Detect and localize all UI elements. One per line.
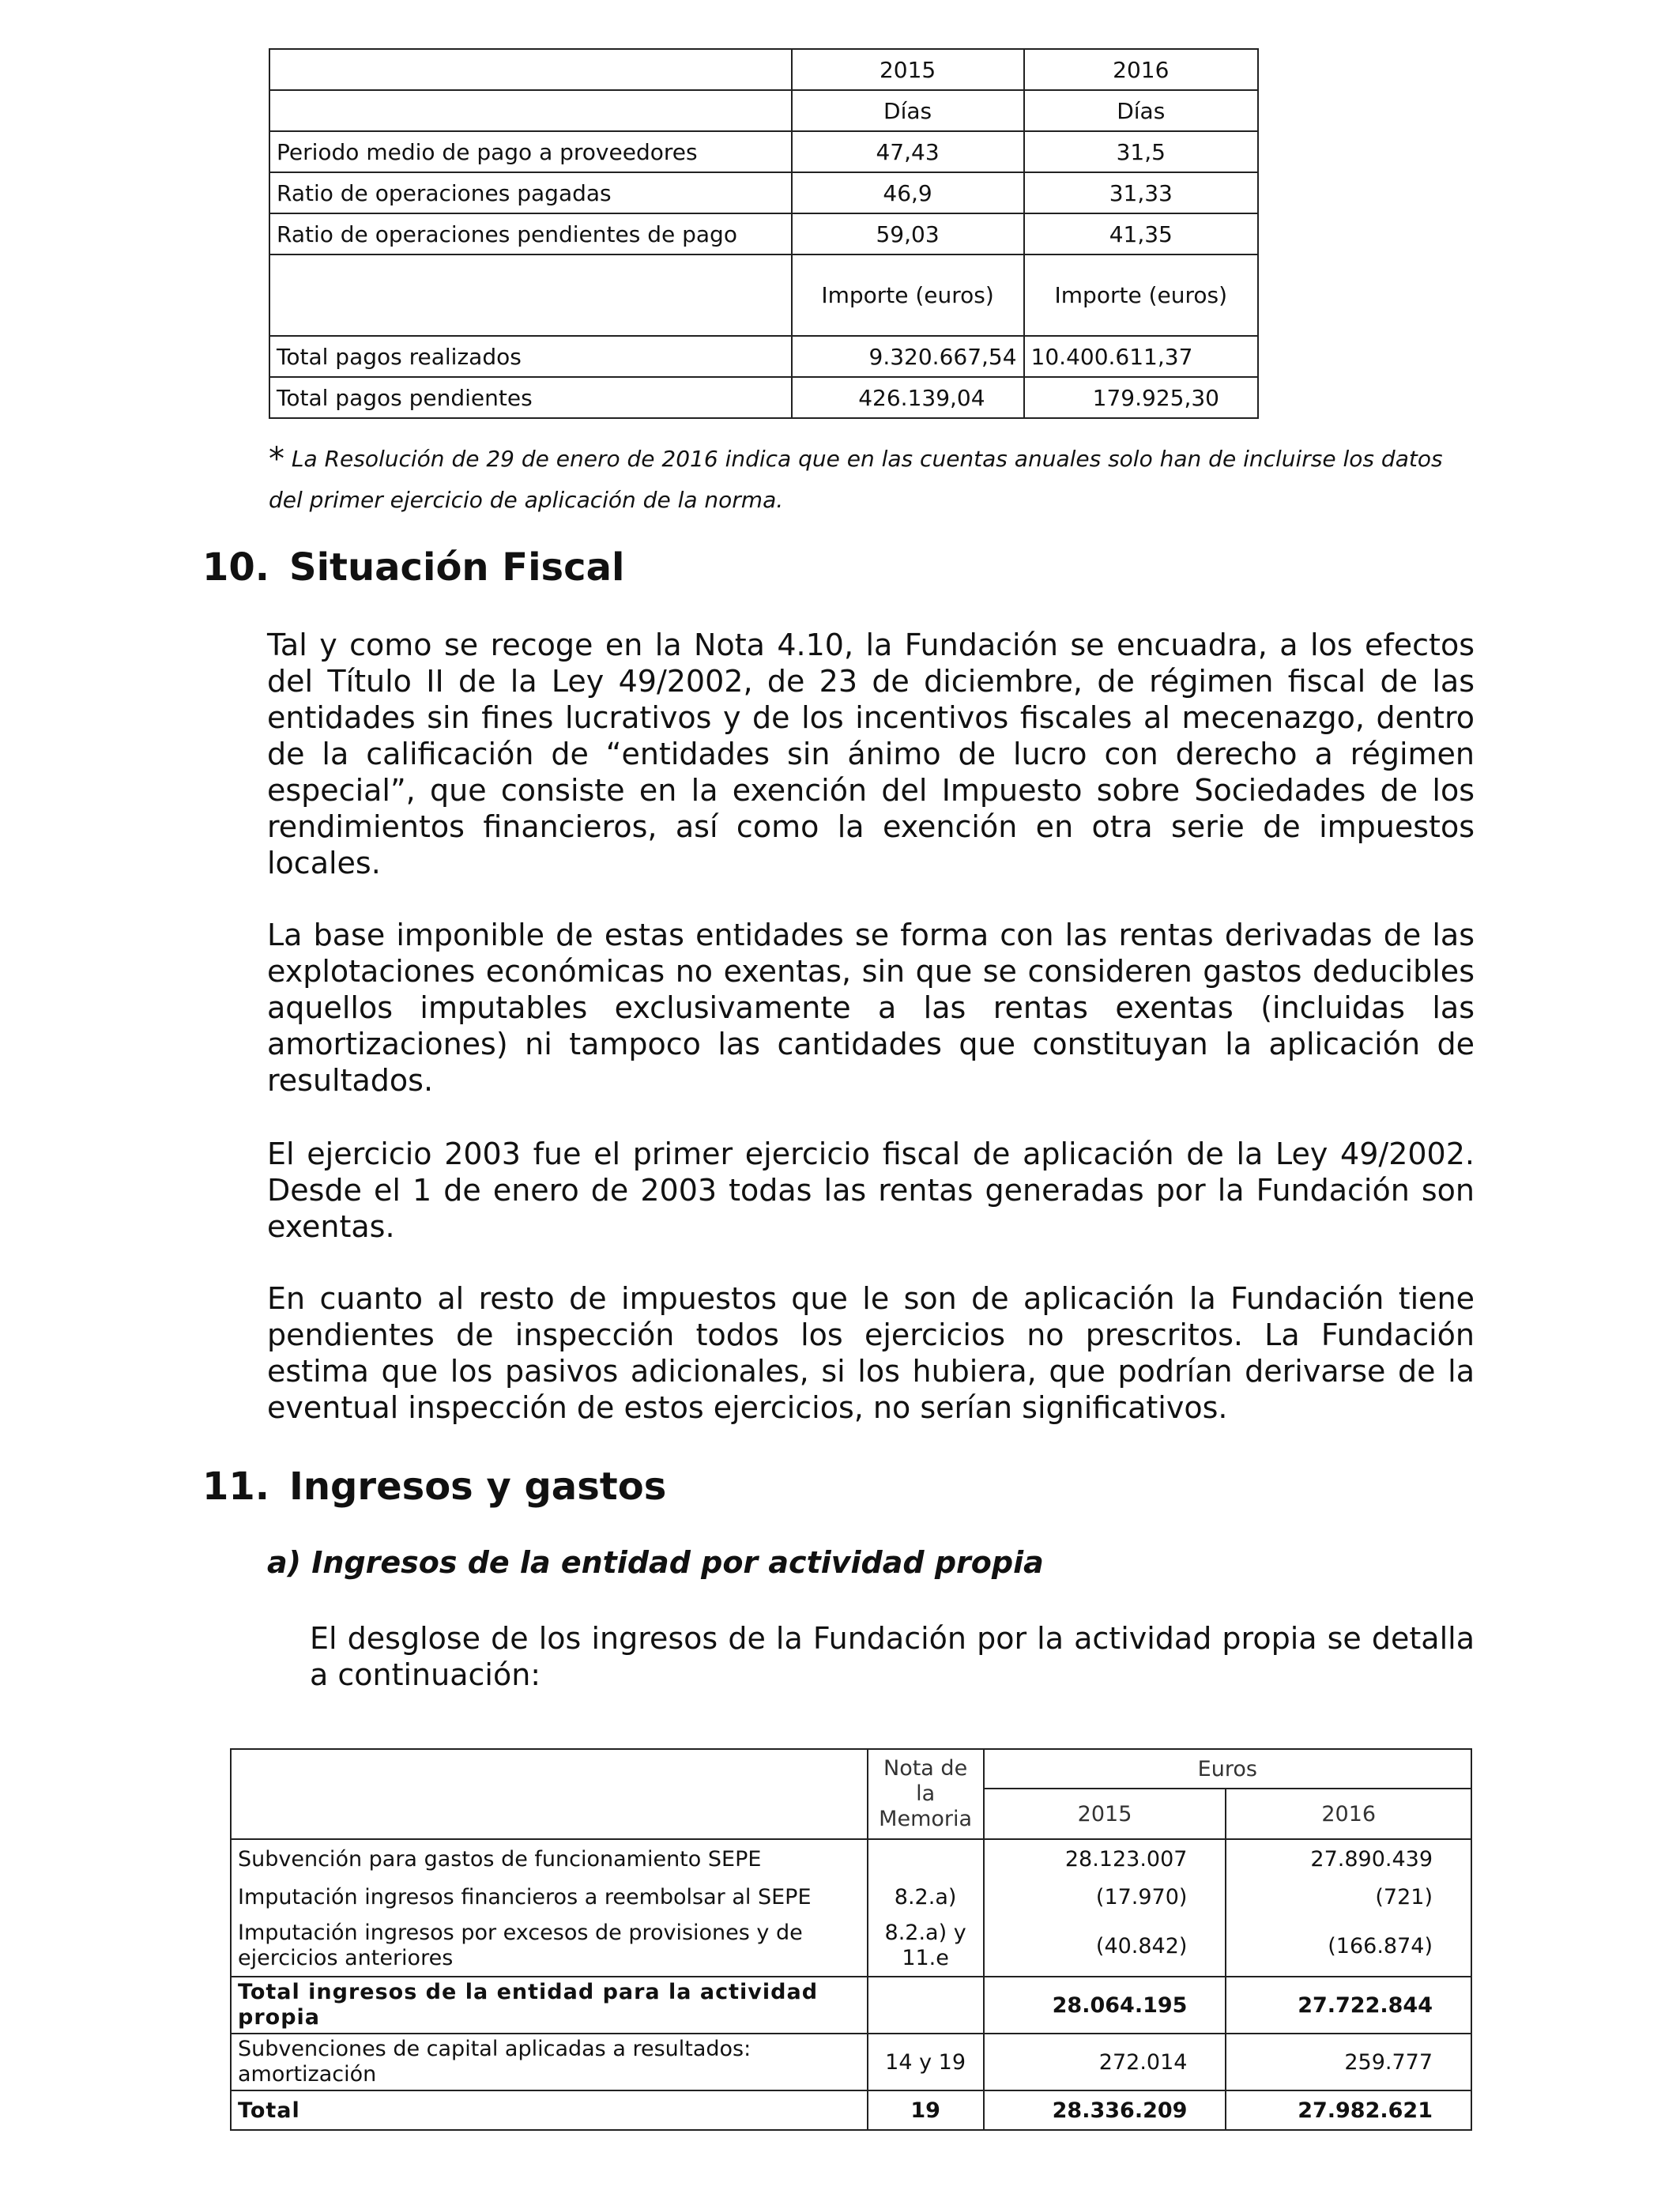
year-header: 2016 xyxy=(1226,1789,1471,1839)
payment-period-table xyxy=(269,48,1259,419)
euros-header: Euros xyxy=(984,1749,1471,1789)
table-cell xyxy=(231,1749,868,1839)
nota-cell: 8.2.a) y 11.e xyxy=(868,1916,984,1977)
value-2015: 9.320.667,54 xyxy=(792,336,1024,377)
nota-cell: 8.2.a) xyxy=(868,1878,984,1916)
table-row xyxy=(231,2090,1471,2130)
year-header: 2015 xyxy=(984,1789,1226,1839)
table-row xyxy=(231,2034,1471,2090)
row-label: Ratio de operaciones pagadas xyxy=(269,172,792,213)
subsection-title: Ingresos de la entidad por actividad propia xyxy=(311,1545,1044,1580)
value-2015: 426.139,04 xyxy=(792,377,1024,418)
unit-header: Importe (euros) xyxy=(792,254,1024,336)
value-2016: 10.400.611,37 xyxy=(1024,336,1258,377)
paragraph: Tal y como se recoge en la Nota 4.10, la Fundación se encuadra, a los efectos del Título II de la Ley 49/2002, de 23 de diciembre, de régimen fiscal de las entidades sin fines lucrativos y de los incentivos fiscales al mecenazgo, dentro de la calificación de “entidades sin ánimo de lucro con derecho a régimen especial”, que consiste en la exención del Impuesto sobre Sociedades de los rendimientos financieros, así como la exención en otra serie de impuestos locales. xyxy=(267,628,1475,880)
total-2016: 27.982.621 xyxy=(1226,2090,1471,2130)
value-2016: 31,33 xyxy=(1024,172,1258,213)
footnote-text: La Resolución de 29 de enero de 2016 indica que en las cuentas anuales solo han de incluirse los datos del primer ejercicio de aplicación de la norma xyxy=(269,446,1443,513)
table-row xyxy=(269,377,1258,418)
table-cell xyxy=(269,49,792,90)
subtotal-2015: 28.064.195 xyxy=(984,1977,1226,2034)
footnote-end: . xyxy=(776,487,784,513)
value-2015: (40.842) xyxy=(984,1916,1226,1977)
value-2015: 28.123.007 xyxy=(984,1839,1226,1878)
value-2016: 41,35 xyxy=(1024,213,1258,254)
unit-header: Importe (euros) xyxy=(1024,254,1258,336)
table-row xyxy=(231,1916,1471,1977)
value-2016: (721) xyxy=(1226,1878,1471,1916)
section-number: 10. xyxy=(202,545,270,590)
table-row xyxy=(269,213,1258,254)
paragraph: La base imponible de estas entidades se forma con las rentas derivadas de las explotaciones económicas no exentas, sin que se consideren gastos deducibles aquellos imputables exclusivamente a las rentas exentas (incluidas las amortizaciones) ni tampoco las cantidades que constituyan la aplicación de resultados. xyxy=(267,918,1475,1098)
unit-header: Días xyxy=(1024,90,1258,131)
row-label: Imputación ingresos financieros a reembolsar al SEPE xyxy=(231,1878,868,1916)
subsection-label: a) xyxy=(267,1545,302,1580)
table-row xyxy=(231,1977,1471,2034)
section-title: Situación Fiscal xyxy=(289,545,625,590)
total-label: Total xyxy=(231,2090,868,2130)
row-label: Total pagos pendientes xyxy=(269,377,792,418)
section-10-heading xyxy=(202,545,624,590)
nota-cell xyxy=(868,1977,984,2034)
value-2015: 59,03 xyxy=(792,213,1024,254)
section-11-heading xyxy=(202,1465,666,1509)
table-row xyxy=(269,49,1258,90)
subsection-a-heading xyxy=(267,1545,1044,1580)
nota-cell xyxy=(868,1839,984,1878)
table-row xyxy=(269,131,1258,172)
table-cell xyxy=(269,254,792,336)
table-row xyxy=(231,1839,1471,1878)
value-2016: 27.890.439 xyxy=(1226,1839,1471,1878)
value-2015: (17.970) xyxy=(984,1878,1226,1916)
footnote-star: * xyxy=(269,441,284,477)
value-2015: 46,9 xyxy=(792,172,1024,213)
value-2015: 272.014 xyxy=(984,2034,1226,2090)
section-title: Ingresos y gastos xyxy=(289,1465,667,1509)
row-label: Subvención para gastos de funcionamiento SEPE xyxy=(231,1839,868,1878)
value-2016: 259.777 xyxy=(1226,2034,1471,2090)
paragraph: En cuanto al resto de impuestos que le son de aplicación la Fundación tiene pendientes de inspección todos los ejercicios no prescritos. La Fundación estima que los pasivos adicionales, si los hubiera, que podrían derivarse de la eventual inspección de estos ejercicios, no serían significativos. xyxy=(267,1281,1475,1425)
table-row xyxy=(231,1749,1471,1789)
table-row xyxy=(269,336,1258,377)
value-2016: (166.874) xyxy=(1226,1916,1471,1977)
income-table xyxy=(230,1748,1472,2131)
table-row xyxy=(269,172,1258,213)
footnote xyxy=(269,439,1478,521)
paragraph: El ejercicio 2003 fue el primer ejercicio fiscal de aplicación de la Ley 49/2002. Desde el 1 de enero de 2003 todas las rentas generadas por la Fundación son exentas. xyxy=(267,1137,1475,1244)
value-2016: 31,5 xyxy=(1024,131,1258,172)
row-label: Periodo medio de pago a proveedores xyxy=(269,131,792,172)
total-2015: 28.336.209 xyxy=(984,2090,1226,2130)
subtotal-2016: 27.722.844 xyxy=(1226,1977,1471,2034)
value-2015: 47,43 xyxy=(792,131,1024,172)
subtotal-label: Total ingresos de la entidad para la actividad propia xyxy=(231,1977,868,2034)
year-header: 2016 xyxy=(1024,49,1258,90)
nota-cell: 19 xyxy=(868,2090,984,2130)
table-row xyxy=(269,254,1258,336)
table-row xyxy=(269,90,1258,131)
nota-cell: 14 y 19 xyxy=(868,2034,984,2090)
value-2016: 179.925,30 xyxy=(1024,377,1258,418)
year-header: 2015 xyxy=(792,49,1024,90)
paragraph: El desglose de los ingresos de la Fundación por la actividad propia se detalla a continuación: xyxy=(310,1621,1475,1692)
unit-header: Días xyxy=(792,90,1024,131)
section-number: 11. xyxy=(202,1465,270,1509)
nota-header: Nota de la Memoria xyxy=(868,1749,984,1839)
row-label: Imputación ingresos por excesos de provisiones y de ejercicios anteriores xyxy=(231,1916,868,1977)
table-row xyxy=(231,1878,1471,1916)
row-label: Subvenciones de capital aplicadas a resultados: amortización xyxy=(231,2034,868,2090)
row-label: Ratio de operaciones pendientes de pago xyxy=(269,213,792,254)
table-cell xyxy=(269,90,792,131)
row-label: Total pagos realizados xyxy=(269,336,792,377)
